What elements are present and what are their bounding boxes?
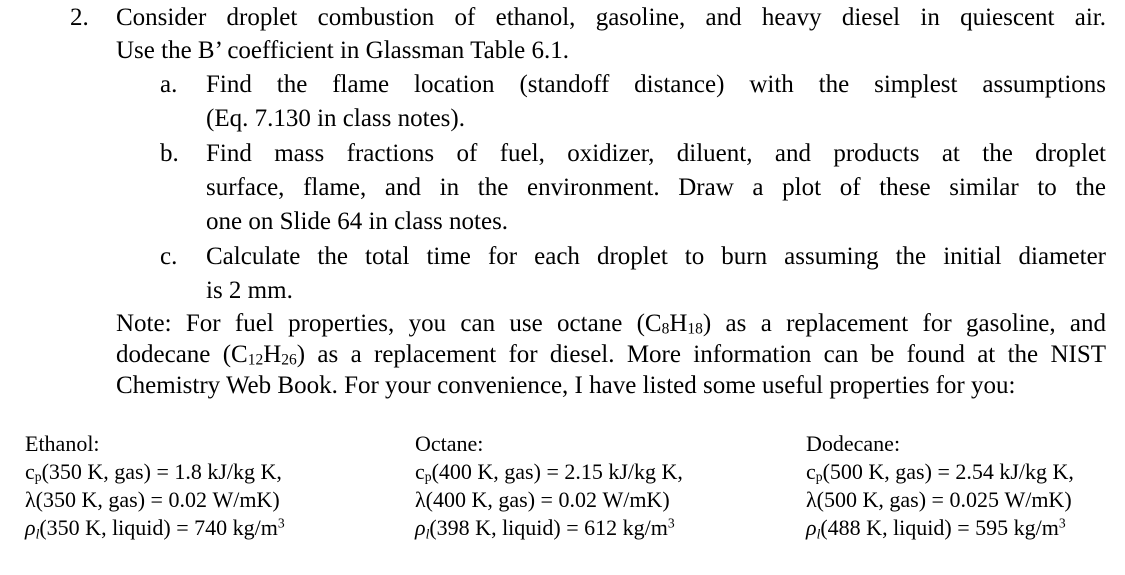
heat-capacity: cp(400 K, gas) = 2.15 kJ/kg K, [415,459,683,485]
part-c-line-2: is 2 mm. [206,277,293,304]
heat-capacity: cp(350 K, gas) = 1.8 kJ/kg K, [25,459,282,485]
note-line-3: Chemistry Web Book. For your convenience, I have listed some useful properties for you: [116,372,1016,399]
ethanol-properties [25,430,285,542]
question-intro-line-2: Use the B’ coefficient in Glassman Table 6.1. [116,37,569,64]
liquid-density: ρl(398 K, liquid) = 612 $kg/m^3$ [415,515,675,542]
part-a-label: a. [160,71,178,98]
fuel-name: Ethanol: [25,431,100,456]
part-b-line-1: Find mass fractions of fuel, oxidizer, diluent, and products at the droplet [206,140,1106,167]
dodecane-properties [806,430,1074,542]
part-b-line-3: one on Slide 64 in class notes. [206,208,509,235]
part-a-line-1: Find the flame location (standoff distance) with the simplest assumptions [206,71,1106,98]
octane-properties [415,430,683,542]
part-a-line-2: (Eq. 7.130 in class notes). [206,105,465,132]
question-number: 2. [70,4,89,31]
liquid-density: ρl(350 K, liquid) = 740 $kg/m^3$ [25,515,285,542]
heat-capacity: cp(500 K, gas) = 2.54 kJ/kg K, [806,459,1074,485]
thermal-conductivity: λ(500 K, gas) = 0.025 W/mK) [806,487,1072,512]
part-b-line-2: surface, flame, and in the environment. Draw a plot of these similar to the [206,174,1106,201]
part-c-line-1: Calculate the total time for each droplet to burn assuming the initial diameter [206,243,1106,270]
thermal-conductivity: λ(400 K, gas) = 0.02 W/mK) [415,487,670,512]
fuel-name: Dodecane: [806,431,901,456]
question-intro-line-1: Consider droplet combustion of ethanol, gasoline, and heavy diesel in quiescent air. [116,4,1106,31]
fuel-name: Octane: [415,431,484,456]
note-line-2: dodecane (C12H26) as a replacement for diesel. More information can be found at the NIST [116,341,1106,369]
thermal-conductivity: λ(350 K, gas) = 0.02 W/mK) [25,487,280,512]
part-c-label: c. [160,243,178,270]
part-b-label: b. [160,140,179,167]
liquid-density: ρl(488 K, liquid) = 595 $kg/m^3$ [806,515,1066,542]
note-line-1: Note: For fuel properties, you can use octane (C8H18) as a replacement for gasoline, and [116,310,1106,338]
